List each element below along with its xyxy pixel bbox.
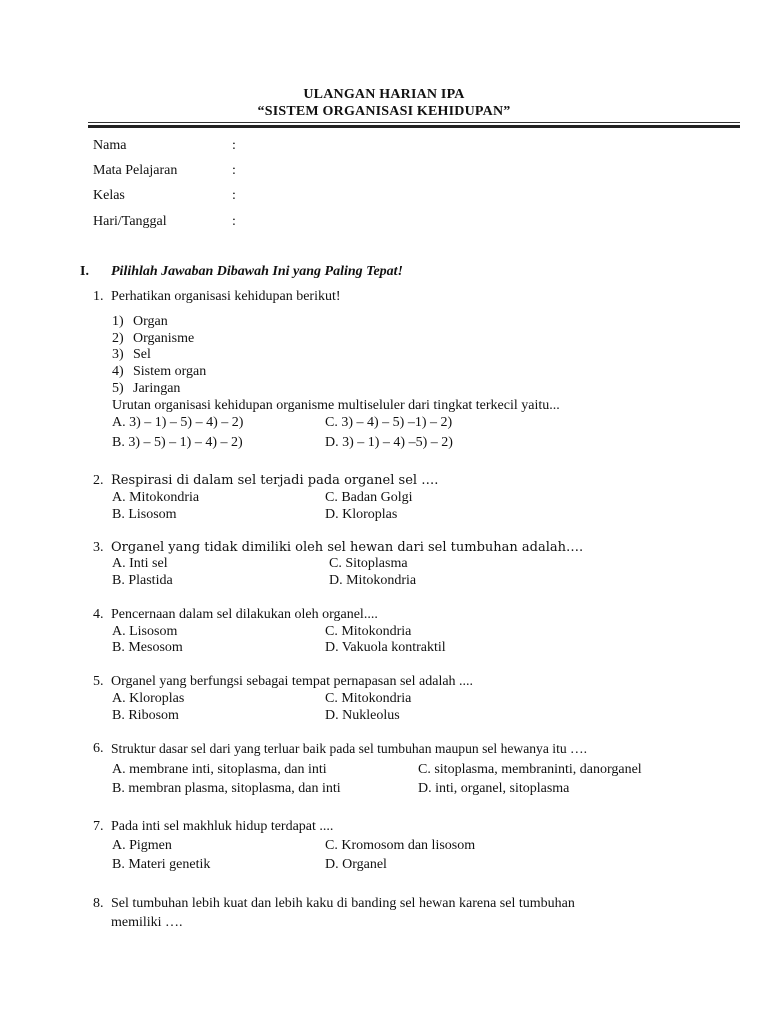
option-d: D. inti, organel, sitoplasma xyxy=(418,781,570,796)
option-d: D. Mitokondria xyxy=(329,573,417,588)
document-title: ULANGAN HARIAN IPA xyxy=(303,87,465,102)
question-text: Sel tumbuhan lebih kuat dan lebih kaku di banding sel hewan karena sel tumbuhan xyxy=(111,896,575,911)
identity-colon: : xyxy=(232,138,236,153)
question-text: Organel yang tidak dimiliki oleh sel hewan dari sel tumbuhan adalah…. xyxy=(111,540,584,555)
question-number: 4. xyxy=(93,607,104,622)
list-item-number: 3) xyxy=(112,347,124,362)
list-item: Sistem organ xyxy=(133,364,207,379)
question-text-continued: memiliki …. xyxy=(111,915,183,930)
list-item-number: 5) xyxy=(112,381,124,396)
list-item: Organ xyxy=(133,314,168,329)
option-b: B. Materi genetik xyxy=(112,857,211,872)
option-c: C. Sitoplasma xyxy=(329,556,408,571)
option-a: A. Mitokondria xyxy=(112,490,200,505)
identity-label-nama: Nama xyxy=(93,138,127,153)
question-number: 8. xyxy=(93,896,104,911)
option-a: A. Inti sel xyxy=(112,556,168,571)
identity-label-mapel: Mata Pelajaran xyxy=(93,163,178,178)
option-b: B. membran plasma, sitoplasma, dan inti xyxy=(112,781,341,796)
question-number: 3. xyxy=(93,540,104,555)
list-item-number: 4) xyxy=(112,364,124,379)
question-text: Pencernaan dalam sel dilakukan oleh organel.... xyxy=(111,607,378,622)
document-subtitle: “SISTEM ORGANISASI KEHIDUPAN” xyxy=(257,104,511,119)
question-text: Perhatikan organisasi kehidupan berikut! xyxy=(111,289,341,304)
list-item-number: 1) xyxy=(112,314,124,329)
identity-label-tanggal: Hari/Tanggal xyxy=(93,214,167,229)
option-c: C. Badan Golgi xyxy=(325,490,413,505)
question-number: 2. xyxy=(93,473,104,488)
question-stem: Urutan organisasi kehidupan organisme multiseluler dari tingkat terkecil yaitu... xyxy=(112,398,560,413)
identity-colon: : xyxy=(232,163,236,178)
option-b: B. Plastida xyxy=(112,573,173,588)
option-d: D. Nukleolus xyxy=(325,708,400,723)
list-item: Organisme xyxy=(133,331,195,346)
question-text: Pada inti sel makhluk hidup terdapat .... xyxy=(111,819,334,834)
header-rule-thick xyxy=(88,125,740,128)
option-a: A. Kloroplas xyxy=(112,691,185,706)
question-number: 5. xyxy=(93,674,104,689)
question-text: Organel yang berfungsi sebagai tempat pernapasan sel adalah .... xyxy=(111,674,474,689)
option-a: A. 3) – 1) – 5) – 4) – 2) xyxy=(112,415,244,430)
option-b: B. Mesosom xyxy=(112,640,183,655)
option-b: B. Ribosom xyxy=(112,708,179,723)
option-d: D. 3) – 1) – 4) –5) – 2) xyxy=(325,435,453,450)
list-item: Jaringan xyxy=(133,381,181,396)
option-d: D. Kloroplas xyxy=(325,507,398,522)
option-a: A. Pigmen xyxy=(112,838,172,853)
question-number: 7. xyxy=(93,819,104,834)
option-c: C. Mitokondria xyxy=(325,624,412,639)
option-c: C. Mitokondria xyxy=(325,691,412,706)
option-c: C. Kromosom dan lisosom xyxy=(325,838,476,853)
option-b: B. 3) – 5) – 1) – 4) – 2) xyxy=(112,435,243,450)
list-item-number: 2) xyxy=(112,331,124,346)
option-d: D. Vakuola kontraktil xyxy=(325,640,446,655)
section-instruction: Pilihlah Jawaban Dibawah Ini yang Paling Tepat! xyxy=(111,264,403,279)
option-d: D. Organel xyxy=(325,857,387,872)
list-item: Sel xyxy=(133,347,151,362)
question-text: Struktur dasar sel dari yang terluar baik pada sel tumbuhan maupun sel hewanya itu …. xyxy=(111,741,588,756)
option-a: A. membrane inti, sitoplasma, dan inti xyxy=(112,762,327,777)
section-number: I. xyxy=(80,264,89,279)
question-text: Respirasi di dalam sel terjadi pada organel sel …. xyxy=(111,473,439,488)
identity-colon: : xyxy=(232,214,236,229)
option-b: B. Lisosom xyxy=(112,507,177,522)
question-number: 1. xyxy=(93,289,104,304)
option-c: C. sitoplasma, membraninti, danorganel xyxy=(418,762,642,777)
option-a: A. Lisosom xyxy=(112,624,178,639)
identity-colon: : xyxy=(232,188,236,203)
header-rule-thin xyxy=(88,122,740,123)
question-number: 6. xyxy=(93,741,104,756)
option-c: C. 3) – 4) – 5) –1) – 2) xyxy=(325,415,453,430)
identity-label-kelas: Kelas xyxy=(93,188,125,203)
